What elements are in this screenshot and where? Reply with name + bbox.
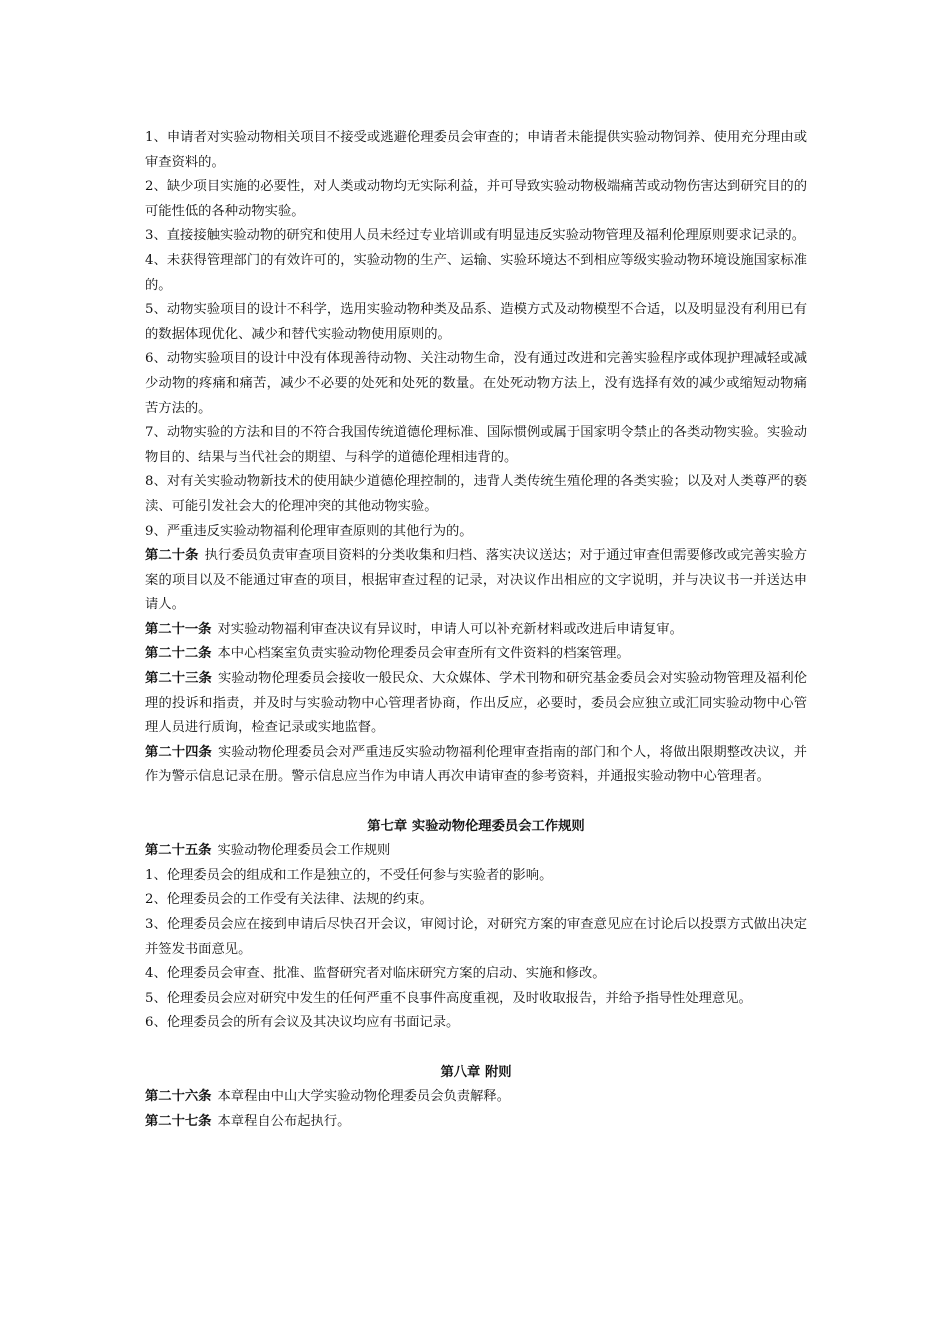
list-item: 5、伦理委员会应对研究中发生的任何严重不良事件高度重视，及时收取报告，并给予指导性处理意见。 bbox=[145, 990, 752, 1006]
list-item: 2、伦理委员会的工作受有关法律、法规的约束。 bbox=[145, 892, 433, 908]
article-text: 本章程自公布起执行。 bbox=[217, 1113, 351, 1129]
document-page bbox=[145, 126, 807, 1134]
article-heading: 第二十三条 bbox=[145, 671, 212, 687]
list-item: 7、动物实验的方法和目的不符合我国传统道德伦理标准、国际惯例或属于国家明令禁止的各类动物实验。实验动物目的、结果与当代社会的期望、与科学的道德伦理相违背的。 bbox=[145, 425, 807, 465]
list-item: 9、严重违反实验动物福利伦理审查原则的其他行为的。 bbox=[145, 523, 473, 539]
list-item: 8、对有关实验动物新技术的使用缺少道德伦理控制的，违背人类传统生殖伦理的各类实验；以及对人类尊严的亵渎、可能引发社会大的伦理冲突的其他动物实验。 bbox=[145, 474, 807, 514]
article-23 bbox=[145, 667, 807, 741]
article-text: 实验动物伦理委员会对严重违反实验动物福利伦理审查指南的部门和个人，将做出限期整改决议，并作为警示信息记录在册。警示信息应当作为申请人再次申请审查的参考资料，并通报实验动物中心管理者。 bbox=[145, 744, 808, 785]
article-24 bbox=[145, 741, 807, 790]
chapter-8-title: 第八章 附则 bbox=[440, 1064, 512, 1080]
article-22 bbox=[145, 642, 807, 667]
article-heading: 第二十七条 bbox=[145, 1113, 212, 1129]
chapter-7-title: 第七章 实验动物伦理委员会工作规则 bbox=[367, 818, 585, 834]
article-text: 本章程由中山大学实验动物伦理委员会负责解释。 bbox=[217, 1089, 511, 1105]
article-21 bbox=[145, 618, 807, 643]
article-20 bbox=[145, 544, 807, 618]
list-item: 3、直接接触实验动物的研究和使用人员未经过专业培训或有明显违反实验动物管理及福利伦理原则要求记录的。 bbox=[145, 228, 806, 244]
article-text: 对实验动物福利审查决议有异议时，申请人可以补充新材料或改进后申请复审。 bbox=[217, 621, 683, 637]
article-heading: 第二十六条 bbox=[145, 1089, 212, 1105]
article-text: 实验动物伦理委员会工作规则 bbox=[217, 843, 391, 859]
article-heading: 第二十一条 bbox=[145, 621, 212, 637]
list-item: 4、未获得管理部门的有效许可的，实验动物的生产、运输、实验环境达不到相应等级实验动物环境设施国家标准的。 bbox=[145, 252, 807, 293]
article-text: 本中心档案室负责实验动物伦理委员会审查所有文件资料的档案管理。 bbox=[217, 646, 630, 662]
article-heading: 第二十二条 bbox=[145, 646, 212, 662]
article-text: 实验动物伦理委员会接收一般民众、大众媒体、学术刊物和研究基金委员会对实验动物管理及福利伦理的投诉和指责，并及时与实验动物中心管理者协商，作出反应，必要时，委员会应独立或汇同实验动物中心管理人员进行质询，检查记录或实地监督。 bbox=[145, 671, 808, 736]
list-item: 1、申请者对实验动物相关项目不接受或逃避伦理委员会审查的；申请者未能提供实验动物饲养、使用充分理由或审查资料的。 bbox=[145, 130, 807, 170]
list-item: 3、伦理委员会应在接到申请后尽快召开会议，审阅讨论，对研究方案的审查意见应在讨论后以投票方式做出决定并签发书面意见。 bbox=[145, 917, 807, 957]
article-heading: 第二十四条 bbox=[145, 744, 212, 760]
list-item: 4、伦理委员会审查、批准、监督研究者对临床研究方案的启动、实施和修改。 bbox=[145, 966, 606, 982]
list-item: 6、动物实验项目的设计中没有体现善待动物、关注动物生命，没有通过改进和完善实验程序或体现护理减轻或减少动物的疼痛和痛苦，减少不必要的处死和处死的数量。在处死动物方法上，没有选择有效的减少或缩短动物痛苦方法的。 bbox=[145, 351, 807, 416]
article-25 bbox=[145, 839, 807, 864]
article-text: 执行委员负责审查项目资料的分类收集和归档、落实决议送达；对于通过审查但需要修改或完善实验方案的项目以及不能通过审查的项目，根据审查过程的记录，对决议作出相应的文字说明，并与决议书一并送达申请人。 bbox=[145, 548, 808, 613]
article-heading: 第二十五条 bbox=[145, 843, 212, 859]
list-item: 2、缺少项目实施的必要性，对人类或动物均无实际利益，并可导致实验动物极端痛苦或动物伤害达到研究目的的可能性低的各种动物实验。 bbox=[145, 179, 807, 219]
spacer bbox=[145, 1036, 807, 1061]
article-26 bbox=[145, 1085, 807, 1110]
list-item: 6、伦理委员会的所有会议及其决议均应有书面记录。 bbox=[145, 1015, 460, 1031]
article-27 bbox=[145, 1110, 807, 1135]
spacer bbox=[145, 790, 807, 815]
article-heading: 第二十条 bbox=[145, 548, 199, 564]
list-item: 5、动物实验项目的设计不科学，选用实验动物种类及品系、造模方式及动物模型不合适，以及明显没有利用已有的数据体现优化、减少和替代实验动物使用原则的。 bbox=[145, 302, 807, 342]
list-item: 1、伦理委员会的组成和工作是独立的，不受任何参与实验者的影响。 bbox=[145, 867, 553, 883]
